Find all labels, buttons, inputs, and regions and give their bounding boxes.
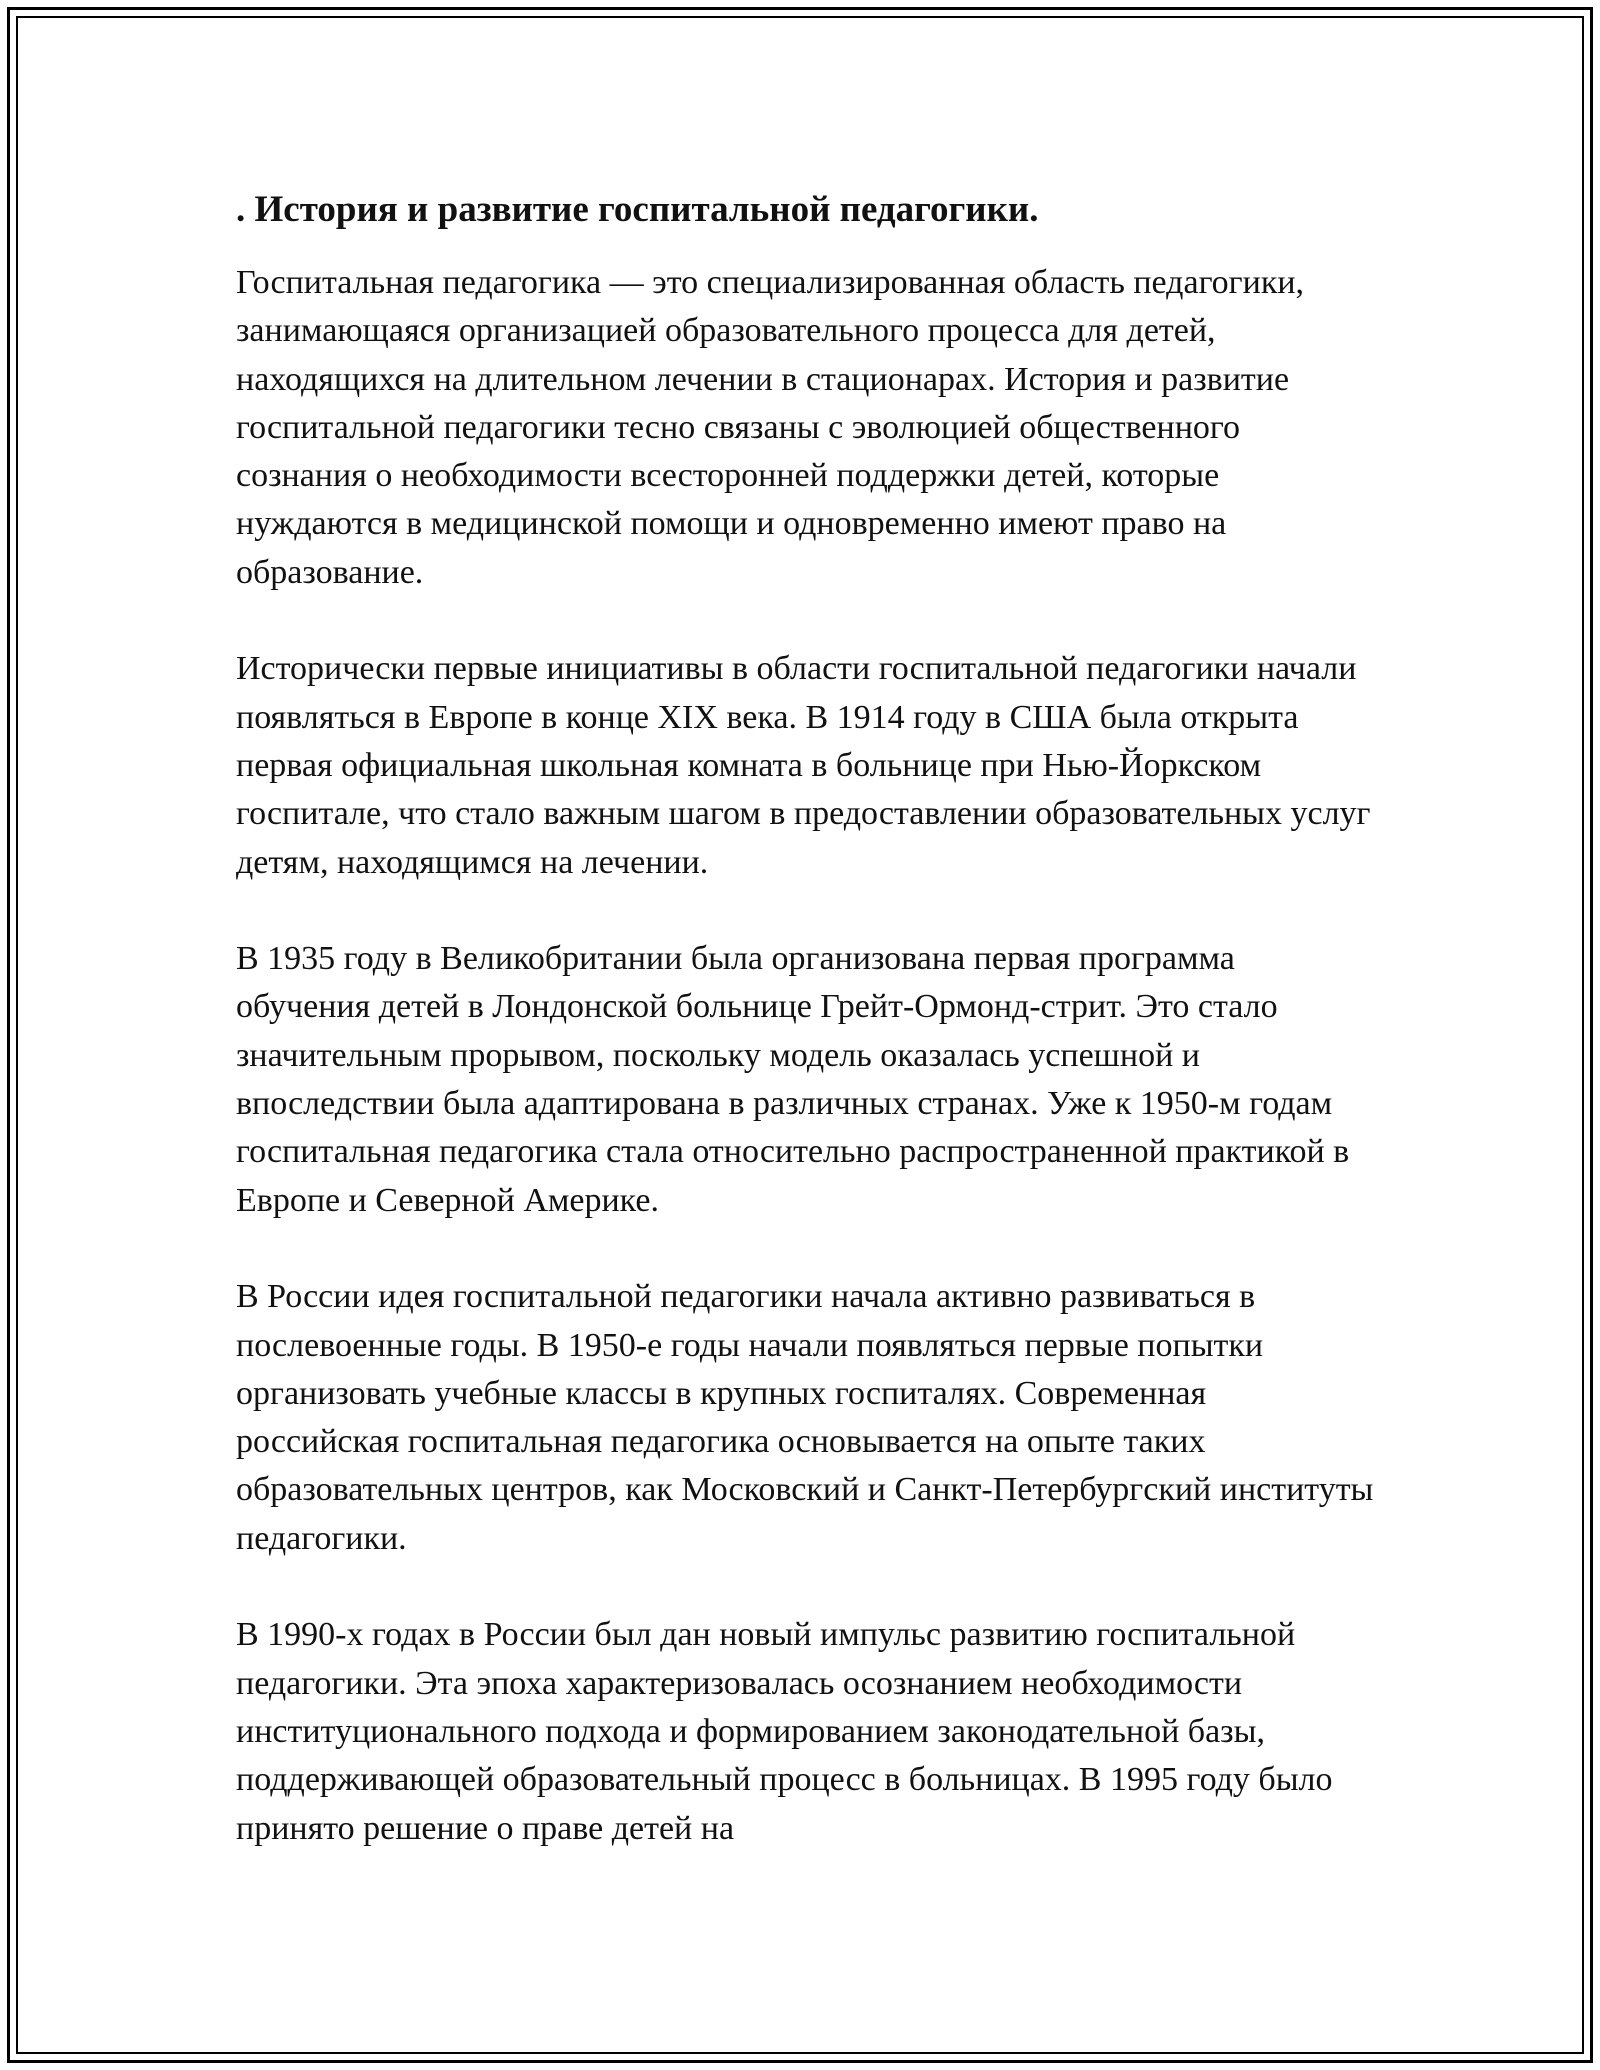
paragraph-great-britain: В 1935 году в Великобритании была организована первая программа обучения детей в Лондонской больнице Грейт-Ормонд-стрит. Это стало значительным прорывом, поскольку модель оказалась успешной и впоследствии была адаптирована в различных странах. Уже к 1950-м годам госпитальная педагогика стала относительно распространенной практикой в Европе и Северной Америке. [236,940,1350,1219]
document-title: . История и развитие госпитальной педагогики. [236,189,1039,230]
paragraph-russia-postwar: В России идея госпитальной педагогики начала активно развиваться в послевоенные годы. В 1950-е годы начали появляться первые попытки организовать учебные классы в крупных госпиталях. Современная российская госпитальная педагогика основывается на опыте таких образовательных центров, как Московский и Санкт-Петербургский институты педагогики. [236,1278,1374,1557]
paragraph-russia-1990s: В 1990-х годах в России был дан новый импульс развитию госпитальной педагогики. Эта эпоха характеризовалась осознанием необходимости институционального подхода и формированием законодательной базы, поддерживающей образовательный процесс в больницах. В 1995 году было принято решение о праве детей на [236,1616,1333,1847]
paragraph-intro: Госпитальная педагогика — это специализированная область педагогики, занимающаяся организацией образовательного процесса для детей, находящихся на длительном лечении в стационарах. История и развитие госпитальной педагогики тесно связаны с эволюцией общественного сознания о необходимости всесторонней поддержки детей, которые нуждаются в медицинской помощи и одновременно имеют право на образование. [236,264,1305,591]
paragraph-early-history: Исторически первые инициативы в области госпитальной педагогики начали появляться в Европе в конце XIX века. В 1914 году в США была открыта первая официальная школьная комната в больнице при Нью-Йоркском госпитале, что стало важным шагом в предоставлении образовательных услуг детям, находящимся на лечении. [236,650,1371,881]
document-body [236,186,1376,1901]
